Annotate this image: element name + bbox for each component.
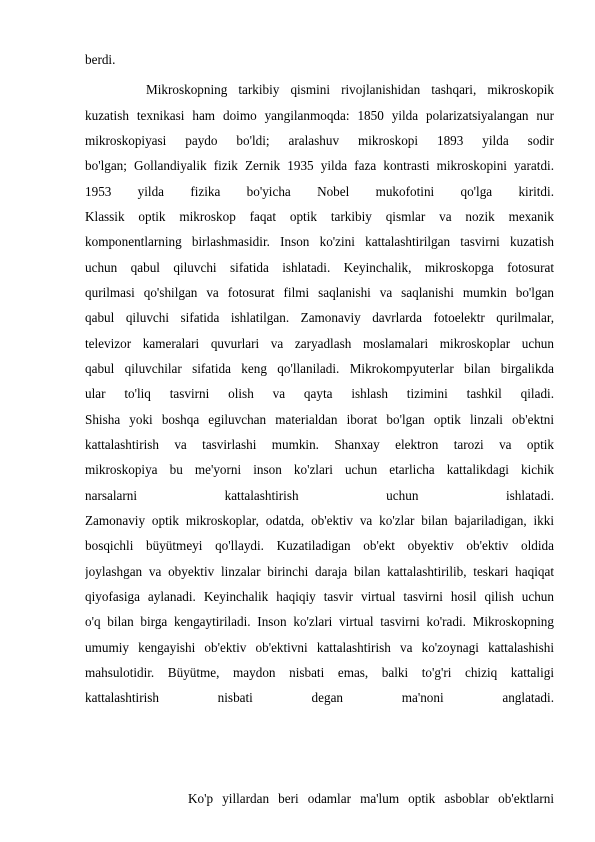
text-line: uchun qabul qiluvchi sifatida ishlatadi. Keyinchalik, mikroskopga fotosurat — [85, 260, 554, 275]
text-line: mahsulotidir. Büyütme, maydon nisbati emas, balki to'g'ri chiziq kattaligi — [85, 665, 554, 680]
text-line: 1953 yilda fizika bo'yicha Nobel mukofotini qo'lga kiritdi. — [85, 184, 554, 199]
text-line: Shisha yoki boshqa egiluvchan materialdan iborat bo'lgan optik linzali ob'ektni — [85, 412, 554, 427]
text-line: o'q bilan birga kengaytiriladi. Inson ko'zlari virtual tasvirni ko'radi. Mikroskopning — [85, 614, 554, 629]
text-line: mikroskopiyasi paydo bo'ldi; aralashuv mikroskopi 1893 yilda sodir — [85, 133, 554, 148]
text-line: joylashgan va obyektiv linzalar birinchi daraja bilan kattalashtirilib, teskari haqiqat — [85, 564, 554, 579]
text-line: qiyofasiga aylanadi. Keyinchalik haqiqiy tasvir virtual tasvirni hosil qilish uchun — [85, 589, 554, 604]
text-line: Klassik optik mikroskop faqat optik tarkibiy qismlar va nozik mexanik — [85, 209, 554, 224]
text-line: qurilmasi qo'shilgan va fotosurat filmi saqlanishi va saqlanishi mumkin bo'lgan — [85, 285, 554, 300]
text-line: bo'lgan; Gollandiyalik fizik Zernik 1935 yilda faza kontrasti mikroskopini yaratdi. — [85, 158, 554, 173]
text-line: televizor kameralari quvurlari va zaryadlash moslamalari mikroskoplar uchun — [85, 336, 554, 351]
text-line: qabul qiluvchi sifatida ishlatilgan. Zamonaviy davrlarda fotoelektr qurilmalar, — [85, 310, 554, 325]
text-line: ular to'liq tasvirni olish va qayta ishlash tizimini tashkil qiladi. — [85, 386, 554, 401]
text-line: komponentlarning birlashmasidir. Inson ko'zini kattalashtirilgan tasvirni kuzatish — [85, 234, 554, 249]
text-line: narsalarni kattalashtirish uchun ishlatadi. — [85, 488, 554, 503]
text-line: Ko'p yillardan beri odamlar ma'lum optik asboblar ob'ektlarni — [188, 791, 554, 806]
text-line: Mikroskopning tarkibiy qismini rivojlanishidan tashqari, mikroskopik — [146, 82, 554, 97]
text-line: umumiy kengayishi ob'ektiv ob'ektivni kattalashtirish va ko'zoynagi kattalashishi — [85, 640, 554, 655]
text-line: bosqichli büyütmeyi qo'llaydi. Kuzatiladigan ob'ekt obyektiv ob'ektiv oldida — [85, 538, 554, 553]
text-line: Zamonaviy optik mikroskoplar, odatda, ob'ektiv va ko'zlar bilan bajariladigan, ikki — [85, 513, 554, 528]
text-line: kuzatish texnikasi ham doimo yangilanmoqda: 1850 yilda polarizatsiyalangan nur — [85, 108, 554, 123]
text-line: kattalashtirish nisbati degan ma'noni anglatadi. — [85, 690, 554, 705]
text-line: kattalashtirish va tasvirlashi mumkin. Shanxay elektron tarozi va optik — [85, 437, 554, 452]
text-line: mikroskopiya bu me'yorni inson ko'zlari uchun etarlicha kattalikdagi kichik — [85, 462, 554, 477]
text-line: qabul qiluvchilar sifatida keng qo'llaniladi. Mikrokompyuterlar bilan birgalikda — [85, 361, 554, 376]
text-line: berdi. — [85, 52, 116, 67]
